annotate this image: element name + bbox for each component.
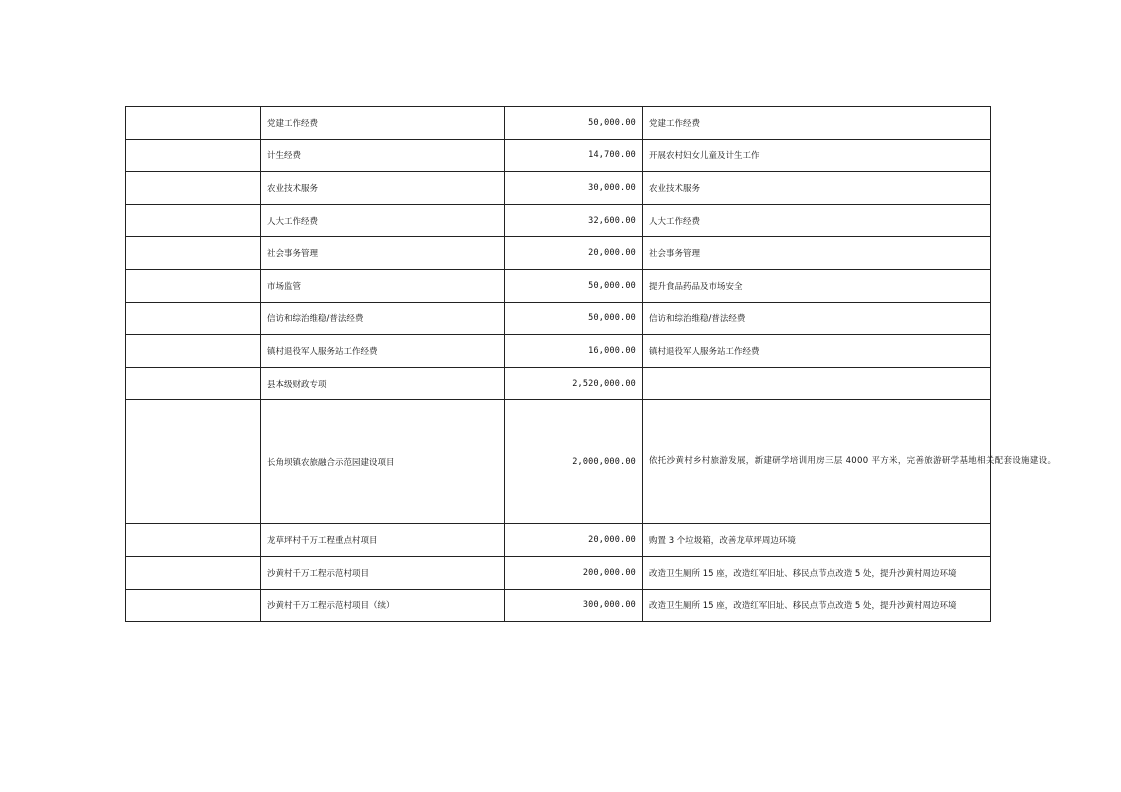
amount-cell: 300,000.00 xyxy=(505,589,643,622)
description-cell: 购置 3 个垃圾箱，改善龙草坪周边环境 xyxy=(643,524,991,557)
category-cell xyxy=(126,204,261,237)
category-cell xyxy=(126,367,261,400)
table-row xyxy=(126,589,991,622)
table-row xyxy=(126,139,991,172)
description-cell: 开展农村妇女儿童及计生工作 xyxy=(643,139,991,172)
description-cell: 镇村退役军人服务站工作经费 xyxy=(643,335,991,368)
amount-cell: 16,000.00 xyxy=(505,335,643,368)
category-cell xyxy=(126,556,261,589)
budget-table xyxy=(125,106,1057,622)
table-row xyxy=(126,237,991,270)
table-row xyxy=(126,556,991,589)
table-row xyxy=(126,172,991,205)
item-name-cell: 农业技术服务 xyxy=(261,172,505,205)
description-cell: 党建工作经费 xyxy=(643,107,991,140)
amount-cell: 32,600.00 xyxy=(505,204,643,237)
table-row xyxy=(126,302,991,335)
description-cell: 社会事务管理 xyxy=(643,237,991,270)
table-row xyxy=(126,335,991,368)
amount-cell: 2,520,000.00 xyxy=(505,367,643,400)
description-cell: 农业技术服务 xyxy=(643,172,991,205)
item-name-cell: 市场监管 xyxy=(261,269,505,302)
amount-cell: 20,000.00 xyxy=(505,237,643,270)
table-row xyxy=(126,400,991,524)
item-name-cell: 人大工作经费 xyxy=(261,204,505,237)
description-cell: 提升食品药品及市场安全 xyxy=(643,269,991,302)
item-name-cell: 长角坝镇农旅融合示范园建设项目 xyxy=(261,400,505,524)
table-row xyxy=(126,367,991,400)
category-cell xyxy=(126,335,261,368)
item-name-cell: 信访和综治维稳/普法经费 xyxy=(261,302,505,335)
description-cell: 改造卫生厕所 15 座，改造红军旧址、移民点节点改造 5 处，提升沙黄村周边环境 xyxy=(643,556,991,589)
category-cell xyxy=(126,269,261,302)
category-cell xyxy=(126,400,261,524)
description-cell xyxy=(643,367,991,400)
table-row xyxy=(126,204,991,237)
budget-table-body xyxy=(126,107,1057,622)
item-name-cell: 党建工作经费 xyxy=(261,107,505,140)
category-cell xyxy=(126,524,261,557)
category-cell xyxy=(126,302,261,335)
amount-cell: 30,000.00 xyxy=(505,172,643,205)
category-cell xyxy=(126,589,261,622)
item-name-cell: 沙黄村千万工程示范村项目 xyxy=(261,556,505,589)
item-name-cell: 计生经费 xyxy=(261,139,505,172)
category-cell xyxy=(126,237,261,270)
category-cell xyxy=(126,139,261,172)
description-cell: 依托沙黄村乡村旅游发展，新建研学培训用房三层 4000 平方米，完善旅游研学基地相关配套设施建设。 xyxy=(643,400,991,524)
category-cell xyxy=(126,172,261,205)
amount-cell: 14,700.00 xyxy=(505,139,643,172)
amount-cell: 50,000.00 xyxy=(505,302,643,335)
description-cell: 信访和综治维稳/普法经费 xyxy=(643,302,991,335)
table-row xyxy=(126,269,991,302)
description-cell: 改造卫生厕所 15 座，改造红军旧址、移民点节点改造 5 处，提升沙黄村周边环境 xyxy=(643,589,991,622)
amount-cell: 50,000.00 xyxy=(505,107,643,140)
table-row xyxy=(126,107,991,140)
amount-cell: 20,000.00 xyxy=(505,524,643,557)
amount-cell: 50,000.00 xyxy=(505,269,643,302)
item-name-cell: 镇村退役军人服务站工作经费 xyxy=(261,335,505,368)
item-name-cell: 龙草坪村千万工程重点村项目 xyxy=(261,524,505,557)
category-cell xyxy=(126,107,261,140)
table-row xyxy=(126,524,991,557)
description-cell: 人大工作经费 xyxy=(643,204,991,237)
item-name-cell: 社会事务管理 xyxy=(261,237,505,270)
amount-cell: 2,000,000.00 xyxy=(505,400,643,524)
amount-cell: 200,000.00 xyxy=(505,556,643,589)
item-name-cell: 县本级财政专项 xyxy=(261,367,505,400)
item-name-cell: 沙黄村千万工程示范村项目（续） xyxy=(261,589,505,622)
